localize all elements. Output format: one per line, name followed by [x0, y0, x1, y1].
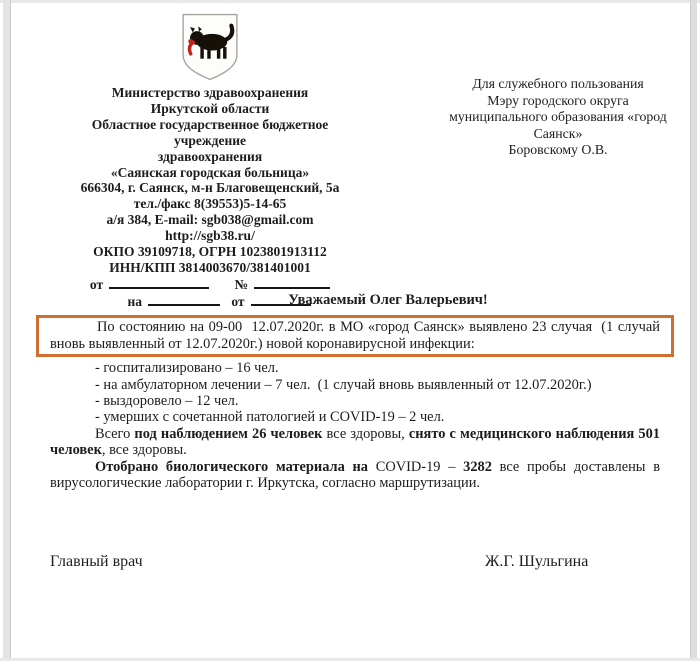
- list-item-deceased: - умерших с сочетанной патологией и COVID-19 – 2 чел.: [95, 409, 445, 426]
- recipient-name: Боровскому О.В.: [508, 142, 608, 158]
- classification-label: Для служебного пользования: [472, 76, 644, 91]
- scan-edge-right: [690, 0, 697, 661]
- letter-body: [50, 292, 660, 491]
- ref-label-ot: от: [89, 276, 104, 292]
- samples-paragraph: [50, 459, 660, 492]
- samples-tail-text: все пробы доставлены в вирусологические лаборатории г. Иркутска, согласно маршрутизации.: [50, 458, 660, 492]
- recipient-title: Мэру городского округа: [487, 92, 629, 108]
- letterhead-sender-block: [55, 12, 365, 310]
- recipient-block: [433, 76, 683, 159]
- sender-address: 666304, г. Саянск, м-н Благовещенский, 5а: [80, 180, 340, 196]
- list-item-outpatient: - на амбулаторном лечении – 7 чел. (1 случай вновь выявленный от 12.07.2020г.): [95, 376, 592, 393]
- salutation: Уважаемый Олег Валерьевич!: [288, 292, 488, 308]
- sender-line: Иркутской области: [150, 100, 270, 116]
- sender-line: здравоохранения: [157, 148, 263, 164]
- samples-count: 3282: [463, 458, 492, 475]
- signature-name: Ж.Г. Шульгина: [485, 553, 589, 570]
- signature-row: [50, 553, 660, 571]
- ref-label-na: на: [127, 293, 142, 309]
- list-item-recovered: - выздоровело – 12 чел.: [95, 393, 239, 410]
- ref-blank-line: [254, 276, 330, 289]
- sender-line: Министерство здравоохранения: [111, 85, 309, 100]
- sender-line: «Саянская городская больница»: [110, 164, 310, 180]
- ref-blank-line: [109, 276, 209, 289]
- samples-covid-text: COVID-19 –: [375, 458, 464, 475]
- samples-lead-text: Отобрано биологического материала на: [95, 458, 376, 475]
- sender-email: а/я 384, E-mail: sgb038@gmail.com: [106, 212, 314, 228]
- observation-text: Всего: [95, 425, 135, 442]
- observation-removed-count: снято с медицинского наблюдения 501 человек: [50, 425, 660, 459]
- highlighted-paragraph-box: [36, 315, 674, 357]
- signature-position-title: Главный врач: [50, 553, 143, 570]
- observation-under-watch-count: под наблюдением 26 человек: [134, 425, 323, 442]
- recipient-municipality: муниципального образования «город Саянск»: [449, 109, 667, 141]
- case-breakdown-list: [50, 360, 660, 426]
- sender-inn-kpp: ИНН/КПП 3814003670/381401001: [109, 259, 311, 275]
- scan-edge-left: [3, 0, 11, 661]
- sender-line: Областное государственное бюджетное учреждение: [91, 116, 329, 148]
- ref-label-no: №: [234, 276, 249, 292]
- list-item-hospitalized: - госпитализировано – 16 чел.: [95, 360, 279, 377]
- observation-text: , все здоровы.: [101, 442, 187, 459]
- ref-label-ot2: от: [231, 293, 245, 309]
- ref-number-row: [55, 276, 365, 293]
- sender-website: http://sgb38.ru/: [165, 228, 255, 244]
- observation-paragraph: [50, 426, 660, 459]
- covid-status-paragraph: По состоянию на 09-00 12.07.2020г. в МО «город Саянск» выявлено 23 случая (1 случай вновь выявленный от 12.07.2020г.) новой коронавирусной инфекции:: [50, 319, 660, 352]
- observation-text: все здоровы,: [322, 425, 409, 442]
- coat-of-arms-irkutsk-icon: [179, 12, 241, 82]
- sender-okpo-ogrn: ОКПО 39109718, ОГРН 1023801913112: [93, 244, 327, 260]
- sender-phone: тел./факс 8(39553)5-14-65: [133, 196, 287, 212]
- scan-edge-top: [0, 0, 700, 3]
